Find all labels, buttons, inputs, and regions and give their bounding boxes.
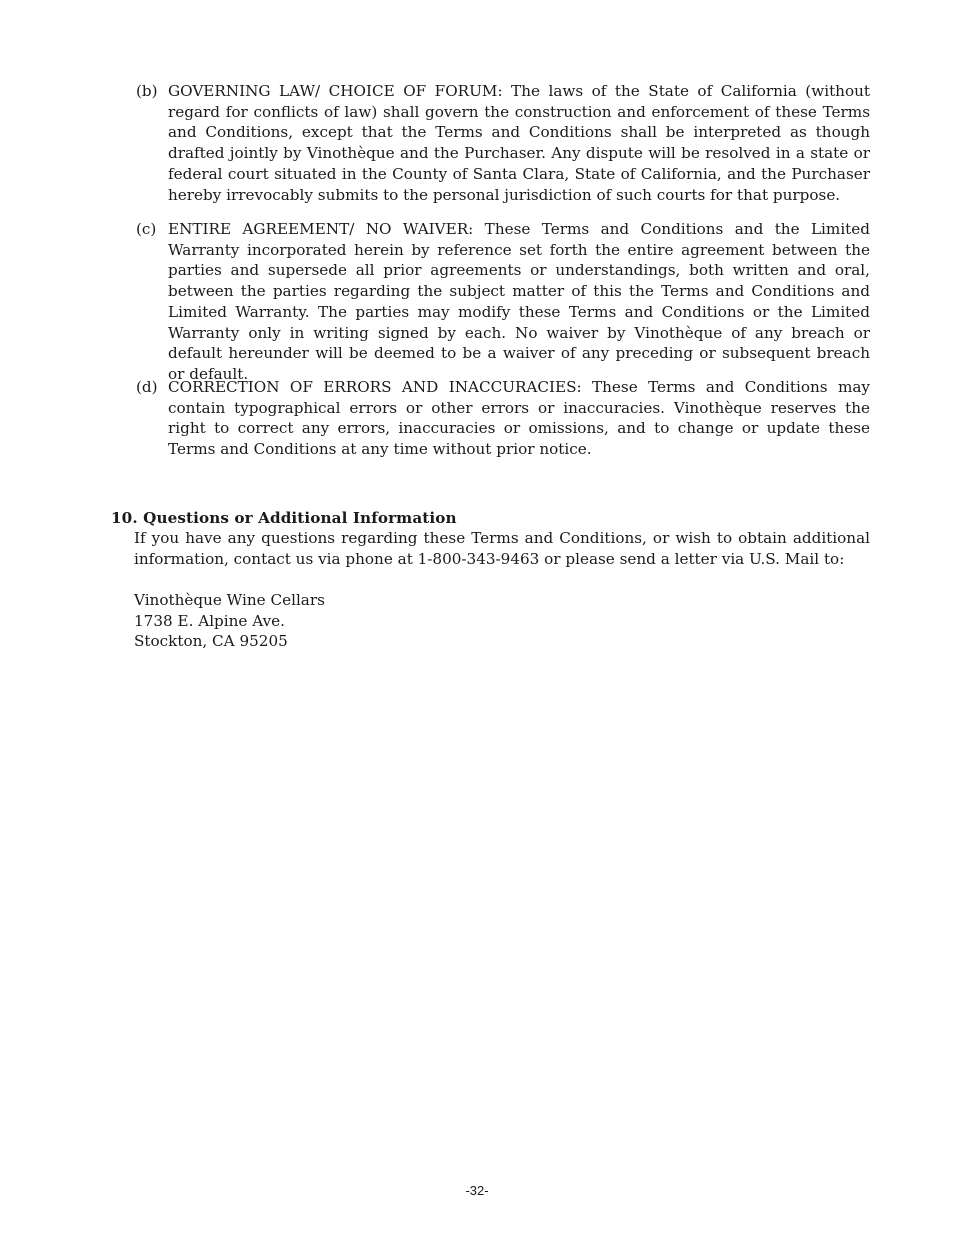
mailing-address: [134, 590, 534, 652]
address-line-city: Stockton, CA 95205: [134, 632, 288, 651]
clause-label: (d): [136, 378, 158, 396]
address-line-street: 1738 E. Alpine Ave.: [134, 611, 285, 630]
clause-text: GOVERNING LAW/ CHOICE OF FORUM: The laws of the State of California (without regard for conflicts of law) shall govern the construction and enforcement of these Terms and Conditions, except that the Terms and Conditions shall be interpreted as though drafted jointly by Vinothèque and the Purchaser. Any dispute will be resolved in a state or federal court situated in the County of Santa Clara, State of California, and the Purchaser hereby irrevocably submits to the personal jurisdiction of such courts for that purpose.: [168, 82, 870, 204]
clause-label: (b): [136, 82, 158, 100]
clause-correction-of-errors: [136, 377, 870, 460]
clause-label: (c): [136, 220, 157, 238]
clause-text: ENTIRE AGREEMENT/ NO WAIVER: These Terms and Conditions and the Limited Warranty incorporated herein by reference set forth the entire agreement between the parties and supersede all prior agreements or understandings, both written and oral, between the parties regarding the subject matter of this the Terms and Conditions and Limited Warranty. The parties may modify these Terms and Conditions or the Limited Warranty only in writing signed by each. No waiver by Vinothèque of any breach or default hereunder will be deemed to be a waiver of any preceding or subsequent breach or default.: [168, 220, 870, 383]
clause-governing-law: [136, 81, 870, 205]
clause-entire-agreement: [136, 219, 870, 385]
section-body: If you have any questions regarding these Terms and Conditions, or wish to obtain additional information, contact us via phone at 1-800-343-9463 or please send a letter via U.S. Mail to:: [134, 529, 870, 568]
section-heading: 10. Questions or Additional Information: [111, 509, 457, 527]
clause-text: CORRECTION OF ERRORS AND INACCURACIES: These Terms and Conditions may contain typographical errors or other errors or inaccuracies. Vinothèque reserves the right to correct any errors, inaccuracies or omissions, and to change or update these Terms and Conditions at any time without prior notice.: [168, 378, 870, 459]
page-number: -32-: [465, 1183, 489, 1198]
address-line-company: Vinothèque Wine Cellars: [134, 591, 325, 609]
